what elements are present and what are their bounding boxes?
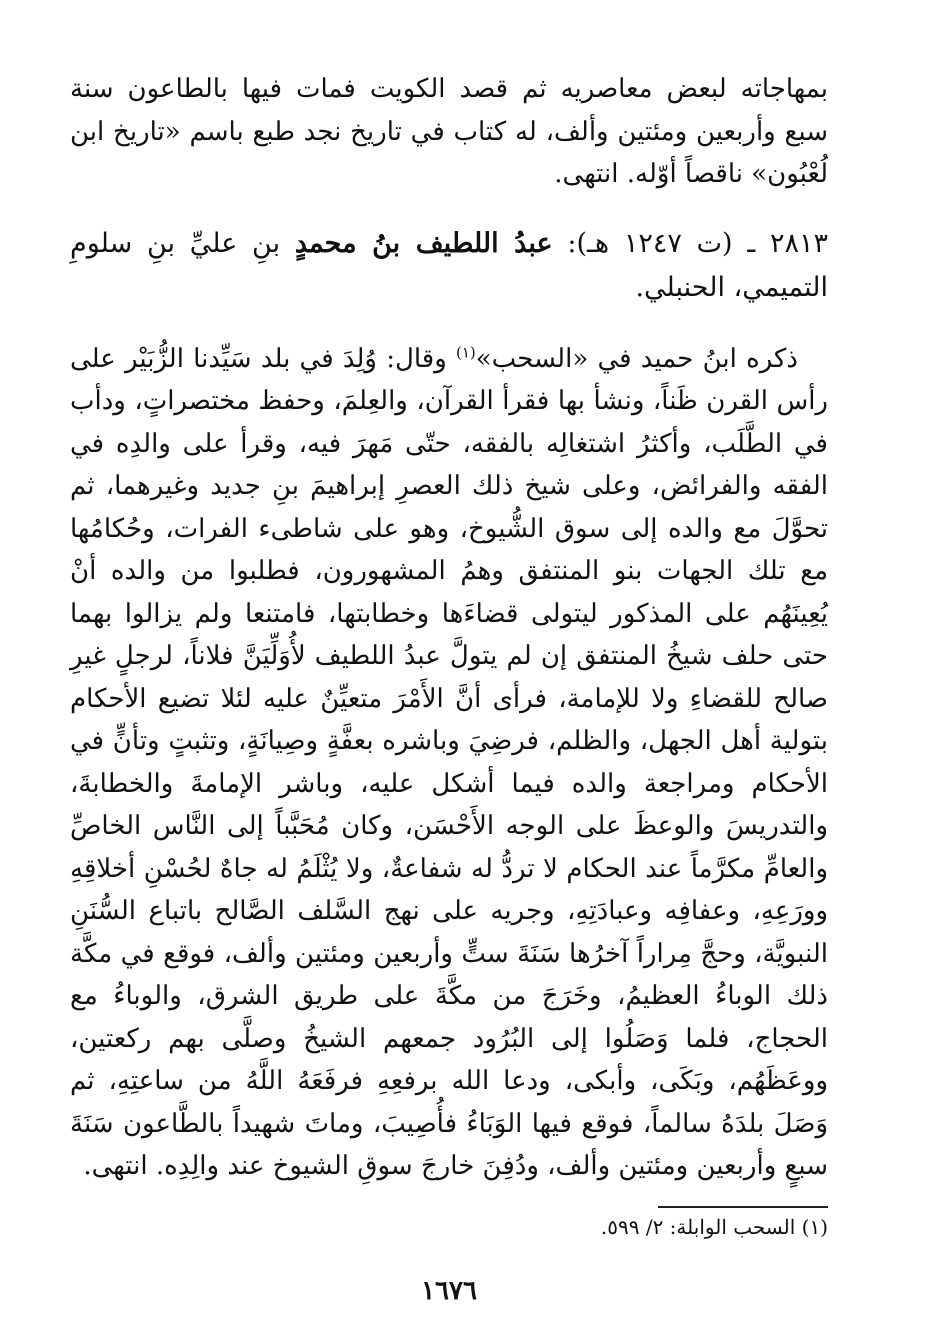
entry-heading <box>70 222 828 310</box>
entry-body-intro: ذكره ابنُ حميد في «السحب» <box>475 343 798 374</box>
footnote-divider <box>658 1206 828 1208</box>
page-number: ١٦٧٦ <box>421 1276 477 1306</box>
entry-number: ٢٨١٣ ـ (ت ١٢٤٧ هـ): <box>567 227 828 259</box>
entry-lineage: بنِ عليِّ بنِ سلومِ التميمي، الحنبلي. <box>70 227 828 303</box>
entry-body-text: وقال: وُلِدَ في بلد سَيِّدنا الزُّبَيْر على رأس القرن ظَناً، ونشأ بها فقرأ القرآن، والعِلمَ، وحفظ مختصراتٍ، ودأب في الطَّلَب، وأكثرُ اشتغالِه بالفقه، حتّى مَهرَ فيه، وقرأ على والدِه في الفقه والفرائض، وعلى شيخ ذلك العصرِ إبراهيمَ بنِ جديد وغيرهما، ثم تحوَّلَ مع والده إلى سوق الشُّيوخ، وهو على شاطىء الفرات، وحُكامُها مع تلك الجهات بنو المنتفق وهمُ المشهورون، فطلبوا من والده أنْ يُعِينَهُم على المذكور ليتولى قضاءَها وخطابتها، فامتنعا ولم يزالوا بهما حتى حلف شيخُ المنتفق إن لم يتولَّ عبدُ اللطيف لأُوَلِّيَنَّ فلاناً، لرجلٍ غيرِ صالح للقضاءِ ولا للإمامة، فرأى أنَّ الأَمْرَ متعيِّنٌ عليه لئلا تضيع الأحكام بتولية أهل الجهل، والظلم، فرضِيَ وباشره بعفَّةٍ وصِيانَةٍ، وتثبتٍ وتأنٍّ في الأحكام ومراجعة والده فيما أشكل عليه، وباشر الإمامةَ والخطابةَ، والتدريسَ والوعظَ على الوجه الأَحْسَن، وكان مُحَبَّباً إلى النَّاس الخاصِّ والعامِّ مكرَّماً عند الحكام لا تردُّ له شفاعةٌ، ولا يُثْلَمُ له جاهٌ لحُسْنِ أخلاقِهِ وورَعِهِ، وعفافِه وعبادَتِهِ، وجريه على نهج السَّلف الصَّالح باتباع السُّنَنِ النبويَّة، وحجَّ مِراراً آخرُها سَنَةَ ستٍّ وأربعين ومئتين وألف، فوقع في مكَّة ذلك الوباءُ العظيمُ، وخَرَجَ من مكَّةَ على طريق الشرق، والوباءُ مع الحجاج، فلما وَصَلُوا إلى البُرُود جمعهم الشيخُ وصلَّى بهم ركعتين، ووعَظَهُم، وبَكَى، وأبكى، ودعا الله برفعِهِ فرفَعَهُ اللَّهُ من ساعتِهِ، ثم وَصَلَ بلدَهُ سالماً، فوقع فيها الوَبَاءُ فأُصِيبَ، وماتَ شهيداً بالطَّاعون سَنَةَ سبعٍ وأربعين ومئتين وألف، ودُفِنَ خارجَ سوقِ الشيوخ عند والِدِه. انتهى. <box>70 343 828 1181</box>
footnote: (١) السحب الوابلة: ٢/ ٥٩٩. <box>600 1215 828 1239</box>
footnote-marker: (١) <box>455 342 476 361</box>
entry-name: عبدُ اللطيف بنُ محمدٍ <box>294 227 553 259</box>
entry-body <box>70 338 828 1188</box>
book-page <box>70 68 828 1338</box>
continuation-paragraph: بمهاجاته لبعض معاصريه ثم قصد الكويت فمات فيها بالطاعون سنة سبع وأربعين ومئتين وألف، له كتاب في تاريخ نجد طبع باسم «تاريخ ابن لُعْبُون» ناقصاً أوّله. انتهى. <box>70 74 828 189</box>
